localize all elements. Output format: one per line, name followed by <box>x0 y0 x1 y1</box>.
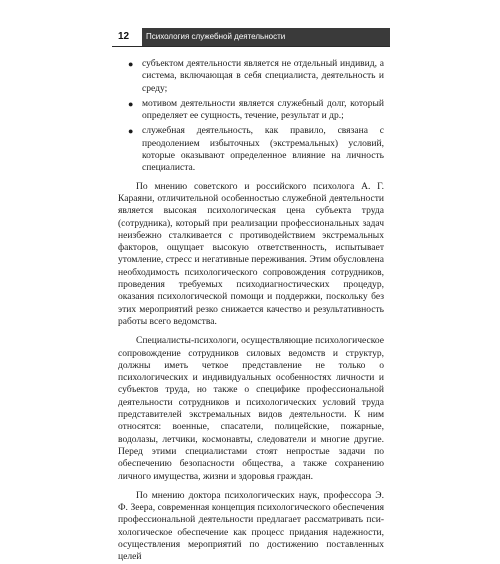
bullet-item <box>128 125 384 174</box>
page-number: 12 <box>112 28 142 46</box>
bullet-item <box>128 58 384 95</box>
bullet-item <box>128 97 384 123</box>
paragraph-specialists: Специалисты-психологи, осуществляющие психологическое сопровождение сотрудников силовых ведомств и структур, должны иметь четкое представление не только о психологических и индивидуальных особенностях личности и субъектов труда, но также о специфике профессиональной деятельности сотрудников и психологических условий труда представителей экстремальных видов деятельности. К ним относятся: военные, спасатели, полицейские, пожарные, водолазы, летчики, космонавты, следователи и многие другие. Перед этими специалистами стоят непростые задачи по обеспечению безопасности общества, а также сохранению личного имущества, жизни и здоровья граждан. <box>118 335 384 482</box>
bullet-text: служебная деятельность, как правило, связана с преодолением избыточных (экстремальных) условий, которые оказывают определенное влияние на личность специалиста. <box>142 125 384 174</box>
bullet-text: субъектом деятельности является не отдельный индивид, а система, включающая в себя специалиста, деятельность и среду; <box>142 58 384 94</box>
bullet-text: мотивом деятельности является служебный долг, который определяет ее сущность, течение, результат и др.; <box>142 97 384 122</box>
bullet-dot-icon: ● <box>128 126 134 137</box>
bullet-list <box>118 58 384 175</box>
running-title: Психология служебной деятельности <box>142 28 390 46</box>
bullet-dot-icon: ● <box>128 59 134 69</box>
page-body <box>118 58 384 564</box>
paragraph-zeer: По мнению доктора психологических наук, профессора Э. Ф. Зеера, современная концепция психологического обеспечения профессиональной деятельности предлагает рассматривать психологическое обеспечение как процесс придания надежности, осуществления мероприятий по достижению поставленных целей <box>118 489 384 563</box>
bullet-dot-icon: ● <box>128 98 134 109</box>
paragraph-karayani: По мнению советского и российского психолога А. Г. Караяни, отличительной особенностью служебной деятельности является высокая психологическая цена субъекта труда (сотрудника), который при реализации профессиональных задач неизбежно сталкивается с противодействием экстремальных факторов, ощущает высокую ответственность, испытывает утомление, стресс и негативные переживания. Этим обусловлена необходимость психологического сопровождения сотрудников, проведения требуемых психодиагностических процедур, оказания психологической помощи и поддержки, поскольку без этих мероприятий резко снижается качество и результативность работы всего ведомства. <box>118 180 384 327</box>
running-header <box>112 28 390 47</box>
